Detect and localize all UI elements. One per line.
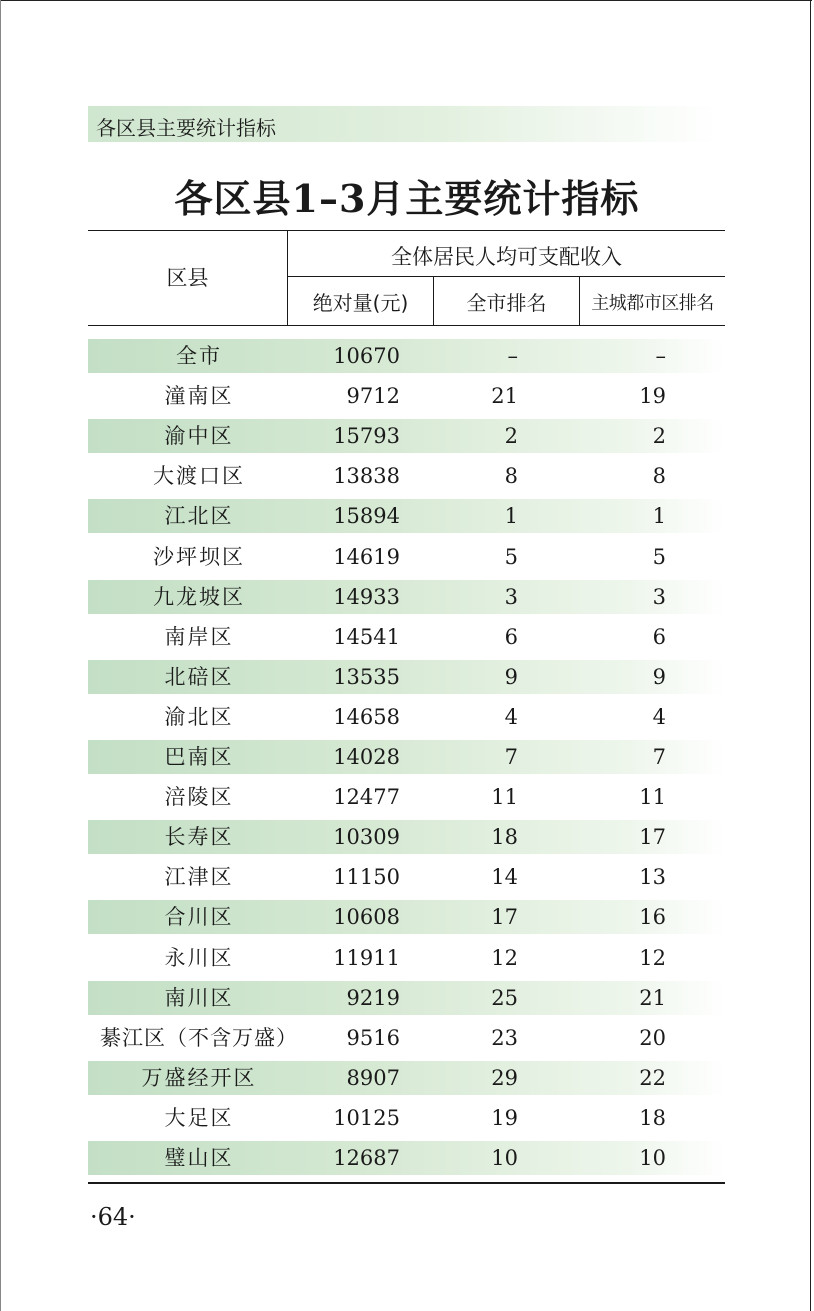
main-rank-cell: 20 bbox=[639, 1025, 666, 1050]
absolute-cell: 15793 bbox=[333, 424, 400, 449]
city-rank-cell: 12 bbox=[491, 945, 518, 970]
region-cell: 渝北区 bbox=[164, 704, 234, 729]
main-rank-cell: 16 bbox=[639, 905, 666, 930]
main-rank-cell: – bbox=[655, 344, 666, 368]
region-cell: 渝中区 bbox=[164, 424, 234, 449]
main-rank-cell: 6 bbox=[652, 624, 666, 649]
table-row bbox=[88, 339, 725, 373]
region-cell: 江北区 bbox=[164, 504, 234, 529]
section-header-label: 各区县主要统计指标 bbox=[96, 116, 276, 140]
absolute-cell: 11911 bbox=[333, 945, 400, 970]
region-cell: 合川区 bbox=[164, 905, 234, 930]
absolute-cell: 9712 bbox=[346, 384, 400, 409]
main-rank-cell: 5 bbox=[652, 544, 666, 569]
main-rank-cell: 17 bbox=[639, 825, 666, 850]
header-absolute: 绝对量(元) bbox=[312, 291, 409, 315]
absolute-cell: 10608 bbox=[333, 905, 400, 930]
city-rank-cell: 19 bbox=[491, 1105, 518, 1130]
table-row bbox=[88, 660, 725, 694]
absolute-cell: 9516 bbox=[346, 1025, 400, 1050]
table-row bbox=[88, 780, 725, 814]
region-cell: 南川区 bbox=[164, 985, 234, 1010]
page-title: 各区县1–3月主要统计指标 bbox=[174, 176, 640, 221]
main-rank-cell: 13 bbox=[639, 865, 666, 890]
table-row bbox=[88, 740, 725, 774]
city-rank-cell: 2 bbox=[504, 424, 518, 449]
region-cell: 万盛经开区 bbox=[141, 1065, 257, 1090]
city-rank-cell: 18 bbox=[491, 825, 518, 850]
absolute-cell: 10125 bbox=[333, 1105, 400, 1130]
region-cell: 大渡口区 bbox=[153, 464, 245, 489]
region-cell: 潼南区 bbox=[164, 384, 234, 409]
table-top-rule bbox=[88, 230, 725, 231]
city-rank-cell: 10 bbox=[491, 1146, 518, 1170]
main-rank-cell: 10 bbox=[639, 1146, 666, 1170]
page-border-top bbox=[0, 0, 812, 1]
main-rank-cell: 18 bbox=[639, 1105, 666, 1130]
absolute-cell: 9219 bbox=[346, 985, 400, 1010]
table-row bbox=[88, 1101, 725, 1135]
main-rank-cell: 9 bbox=[652, 664, 666, 689]
table-row bbox=[88, 499, 725, 533]
main-rank-cell: 7 bbox=[652, 745, 666, 769]
section-header-bar bbox=[88, 106, 718, 142]
table-row bbox=[88, 620, 725, 654]
city-rank-cell: 5 bbox=[504, 544, 518, 569]
region-cell: 涪陵区 bbox=[164, 785, 234, 810]
table-row bbox=[88, 820, 725, 854]
city-rank-cell: 4 bbox=[504, 704, 518, 729]
region-cell: 璧山区 bbox=[164, 1146, 234, 1170]
city-rank-cell: – bbox=[507, 344, 518, 368]
city-rank-cell: 17 bbox=[491, 905, 518, 930]
main-rank-cell: 8 bbox=[652, 464, 666, 489]
region-cell: 沙坪坝区 bbox=[153, 544, 245, 569]
main-rank-cell: 19 bbox=[639, 384, 666, 409]
region-cell: 全市 bbox=[176, 344, 222, 368]
region-cell: 巴南区 bbox=[164, 745, 234, 769]
table-row bbox=[88, 379, 725, 413]
table-row bbox=[88, 419, 725, 453]
table-row bbox=[88, 900, 725, 934]
table-row bbox=[88, 941, 725, 975]
table-bottom-rule bbox=[88, 1182, 725, 1184]
page-number: ·64· bbox=[90, 1203, 136, 1231]
main-rank-cell: 21 bbox=[639, 985, 666, 1010]
absolute-cell: 14541 bbox=[333, 624, 400, 649]
main-rank-cell: 3 bbox=[652, 584, 666, 609]
region-cell: 綦江区（不含万盛） bbox=[100, 1025, 298, 1050]
region-cell: 大足区 bbox=[164, 1105, 234, 1130]
city-rank-cell: 21 bbox=[491, 384, 518, 409]
city-rank-cell: 1 bbox=[504, 504, 518, 529]
main-rank-cell: 22 bbox=[639, 1065, 666, 1090]
absolute-cell: 14028 bbox=[333, 745, 400, 769]
absolute-cell: 14658 bbox=[333, 704, 400, 729]
city-rank-cell: 29 bbox=[491, 1065, 518, 1090]
region-cell: 永川区 bbox=[164, 945, 234, 970]
header-main-rank: 主城都市区排名 bbox=[591, 293, 714, 314]
region-cell: 南岸区 bbox=[164, 624, 234, 649]
table-row bbox=[88, 981, 725, 1015]
header-income-group: 全体居民人均可支配收入 bbox=[391, 245, 622, 269]
main-rank-cell: 2 bbox=[652, 424, 666, 449]
city-rank-cell: 8 bbox=[504, 464, 518, 489]
main-rank-cell: 11 bbox=[639, 785, 666, 810]
region-cell: 江津区 bbox=[164, 865, 234, 890]
absolute-cell: 13535 bbox=[333, 664, 400, 689]
table-row bbox=[88, 459, 725, 493]
region-cell: 长寿区 bbox=[164, 825, 234, 850]
absolute-cell: 11150 bbox=[333, 865, 400, 890]
absolute-cell: 10309 bbox=[333, 825, 400, 850]
table-row bbox=[88, 860, 725, 894]
absolute-cell: 12687 bbox=[333, 1146, 400, 1170]
absolute-cell: 13838 bbox=[333, 464, 400, 489]
city-rank-cell: 11 bbox=[491, 785, 518, 810]
header-region: 区县 bbox=[166, 266, 209, 290]
table-row bbox=[88, 580, 725, 614]
absolute-cell: 15894 bbox=[333, 504, 400, 529]
city-rank-cell: 6 bbox=[504, 624, 518, 649]
table-row bbox=[88, 540, 725, 574]
city-rank-cell: 25 bbox=[491, 985, 518, 1010]
table-row bbox=[88, 1021, 725, 1055]
table-row bbox=[88, 700, 725, 734]
city-rank-cell: 23 bbox=[491, 1025, 518, 1050]
absolute-cell: 14933 bbox=[333, 584, 400, 609]
table-row bbox=[88, 1061, 725, 1095]
table-row bbox=[88, 1141, 725, 1175]
city-rank-cell: 14 bbox=[491, 865, 518, 890]
city-rank-cell: 3 bbox=[504, 584, 518, 609]
main-rank-cell: 12 bbox=[639, 945, 666, 970]
absolute-cell: 12477 bbox=[333, 785, 400, 810]
absolute-cell: 10670 bbox=[333, 344, 400, 368]
main-rank-cell: 4 bbox=[652, 704, 666, 729]
region-cell: 北碚区 bbox=[164, 664, 234, 689]
header-bottom-rule bbox=[88, 325, 725, 326]
city-rank-cell: 9 bbox=[504, 664, 518, 689]
header-mid-rule bbox=[288, 276, 725, 277]
main-rank-cell: 1 bbox=[652, 504, 666, 529]
header-city-rank: 全市排名 bbox=[466, 291, 547, 315]
region-cell: 九龙坡区 bbox=[153, 584, 245, 609]
absolute-cell: 8907 bbox=[346, 1065, 400, 1090]
absolute-cell: 14619 bbox=[333, 544, 400, 569]
city-rank-cell: 7 bbox=[504, 745, 518, 769]
